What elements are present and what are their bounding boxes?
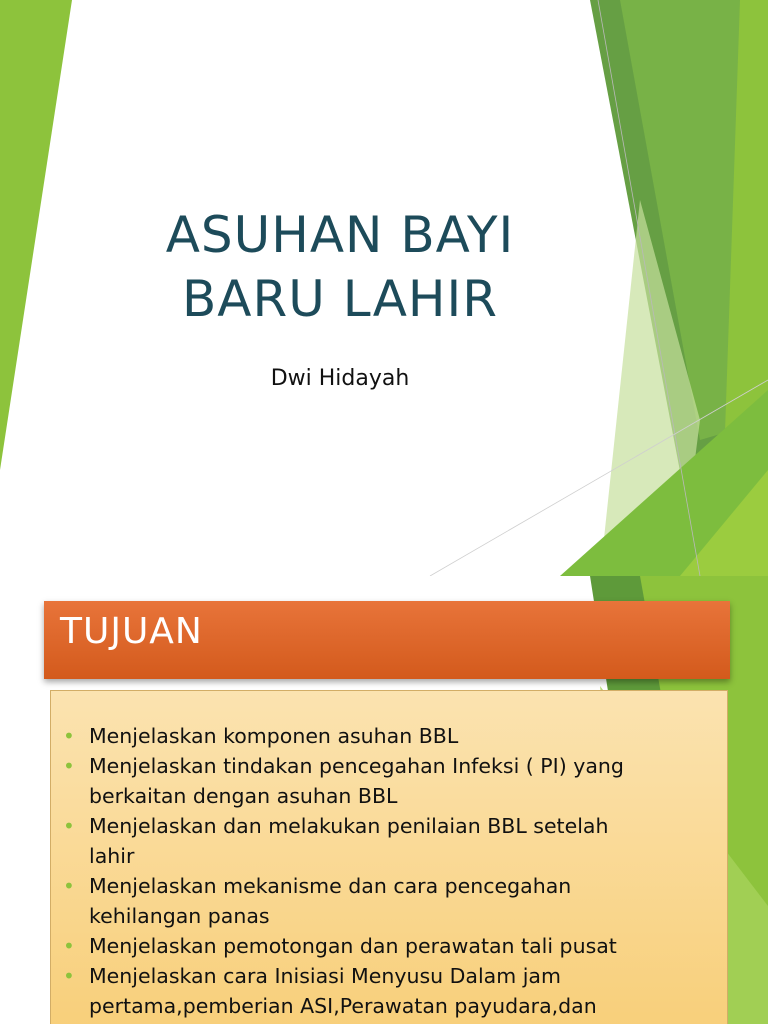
title-line: BARU LAHIR [181, 270, 499, 328]
bullet-item [61, 871, 709, 931]
bullet-text-line: Menjelaskan tindakan pencegahan Infeksi ( PI) yang [89, 754, 624, 778]
bullet-dot-icon: • [63, 874, 75, 898]
bullet-text-line: berkaitan dengan asuhan BBL [89, 784, 398, 808]
bullet-item [61, 961, 709, 1021]
author-name: Dwi Hidayah [270, 366, 410, 391]
bullet-dot-icon: • [63, 964, 75, 988]
section-heading: TUJUAN [60, 611, 203, 652]
objectives-slide [0, 576, 768, 1024]
bullet-text-line: Menjelaskan mekanisme dan cara pencegahan [89, 874, 572, 898]
bullet-text-line: Menjelaskan dan melakukan penilaian BBL setelah [89, 814, 609, 838]
bullet-item [61, 721, 709, 751]
bullet-dot-icon: • [63, 754, 75, 778]
bullet-text-line: Menjelaskan cara Inisiasi Menyusu Dalam jam [89, 964, 561, 988]
bullet-item [61, 751, 709, 811]
section-header-bar [44, 601, 730, 679]
bullet-dot-icon: • [63, 724, 75, 748]
bullet-text-line: lahir [89, 844, 135, 868]
left-green-triangle [0, 0, 72, 470]
bullet-item [61, 811, 709, 871]
bullet-text-line: Menjelaskan pemotongan dan perawatan tali pusat [89, 934, 617, 958]
bullet-text-line: kehilangan panas [89, 904, 270, 928]
bullet-dot-icon: • [63, 934, 75, 958]
bullet-item [61, 931, 709, 961]
slide-title [90, 203, 590, 331]
objectives-bullet-list [51, 691, 727, 1021]
objectives-content-box [50, 690, 728, 1024]
bullet-dot-icon: • [63, 814, 75, 838]
bullet-text-line: pertama,pemberian ASI,Perawatan payudara,dan [89, 994, 597, 1018]
bullet-text-line: Menjelaskan komponen asuhan BBL [89, 724, 459, 748]
title-line: ASUHAN BAYI [165, 206, 515, 264]
